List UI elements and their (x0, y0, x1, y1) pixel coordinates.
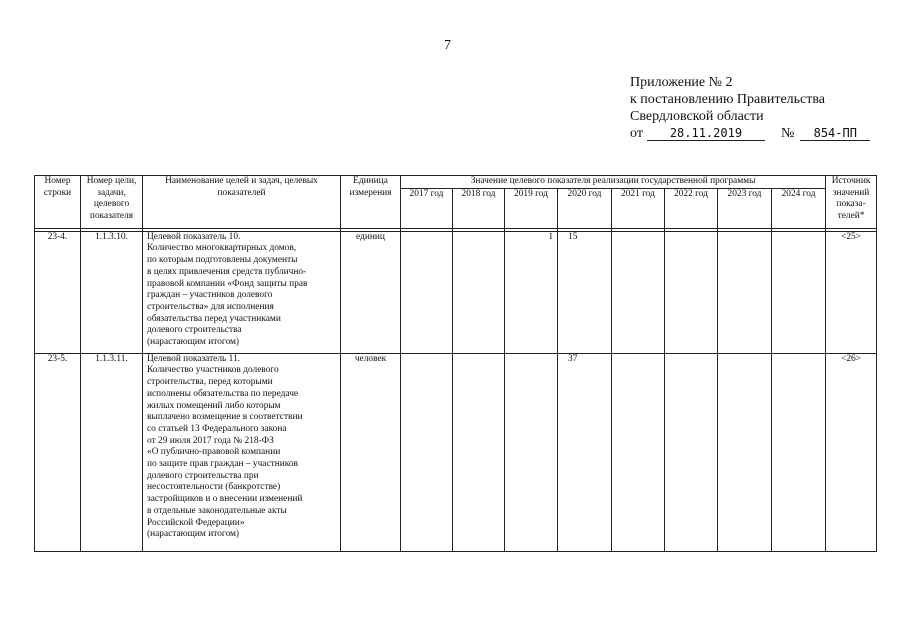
header-year: 2023 год (718, 188, 772, 228)
resolution-number: 854-ПП (800, 127, 870, 141)
indicator-name (143, 231, 341, 353)
indicator-name-line: (нарастающим итогом) (147, 337, 240, 348)
value-2024 (772, 353, 826, 551)
source-ref: <26> (826, 353, 877, 551)
indicator-name-line: жилых помещений либо которым (147, 400, 281, 411)
header-row-number: Номер строки (35, 176, 81, 229)
indicator-name-line: граждан – участников долевого (147, 290, 273, 301)
indicator-name-line: строительства, перед которыми (147, 377, 273, 388)
indicator-name-line: по защите прав граждан – участников (147, 459, 298, 470)
indicator-name-line: (нарастающим итогом) (147, 529, 240, 540)
value-2024 (772, 231, 826, 353)
indicator-name-line: выплачено возмещение в соответствии (147, 412, 303, 423)
date-prefix: от (630, 126, 643, 141)
indicator-name-line: Целевой показатель 10. (147, 231, 241, 242)
appendix-title: Приложение № 2 (630, 75, 733, 90)
indicator-name-line: обязательства перед участниками (147, 313, 281, 324)
value-2021 (612, 231, 665, 353)
header-year: 2017 год (401, 188, 453, 228)
indicator-name-line: исполнены обязательства по передаче (147, 388, 299, 399)
header-values-group: Значение целевого показателя реализации государственной программы (401, 176, 826, 189)
row-number: 23-5. (35, 353, 81, 551)
row-number: 23-4. (35, 231, 81, 353)
value-2018 (453, 353, 505, 551)
number-sign: № (780, 126, 795, 141)
indicator-name-line: правовой компании «Фонд защиты прав (147, 278, 308, 289)
value-2017 (401, 353, 453, 551)
header-source: Источник значений показа-телей* (826, 176, 877, 229)
value-2017 (401, 231, 453, 353)
unit: единиц (341, 231, 401, 353)
header-unit: Единица измерения (341, 176, 401, 229)
indicator-name-line: долевого строительства при (147, 470, 259, 481)
header-goal-number: Номер цели, задачи, целевого показателя (81, 176, 143, 229)
source-ref: <25> (826, 231, 877, 353)
indicator-name-line: по которым подготовлены документы (147, 255, 298, 266)
value-2022 (665, 353, 718, 551)
value-2022 (665, 231, 718, 353)
value-2023 (718, 353, 772, 551)
value-2023 (718, 231, 772, 353)
indicator-name-line: в целях привлечения средств публично- (147, 266, 307, 277)
table-row (35, 231, 877, 353)
goal-number: 1.1.3.10. (81, 231, 143, 353)
indicator-name-line: несостоятельности (банкротстве) (147, 482, 281, 493)
header-name: Наименование целей и задач, целевых показателей (143, 176, 341, 229)
indicator-name-line: со статьей 13 Федерального закона (147, 423, 287, 434)
header-year: 2018 год (453, 188, 505, 228)
indicator-name-line: Целевой показатель 11. (147, 353, 241, 364)
indicator-name-line: Количество многоквартирных домов, (147, 243, 297, 254)
table-row (35, 353, 877, 551)
value-2020: 15 (558, 231, 612, 353)
indicators-table (34, 175, 877, 552)
indicator-name-line: Российской Федерации» (147, 517, 245, 528)
indicator-name-line: «О публично-правовой компании (147, 447, 281, 458)
indicator-name-line: строительства» для исполнения (147, 301, 274, 312)
indicator-name (143, 353, 341, 551)
indicator-name-line: от 29 июля 2017 года № 218-ФЗ (147, 435, 274, 446)
value-2020: 37 (558, 353, 612, 551)
value-2019: 1 (505, 231, 558, 353)
header-year: 2024 год (772, 188, 826, 228)
header-year: 2020 год (558, 188, 612, 228)
header-year: 2019 год (505, 188, 558, 228)
value-2021 (612, 353, 665, 551)
unit: человек (341, 353, 401, 551)
indicator-name-line: в отдельные законодательные акты (147, 505, 287, 516)
header-year: 2022 год (665, 188, 718, 228)
value-2019 (505, 353, 558, 551)
appendix-header (630, 74, 870, 142)
appendix-region: Свердловской области (630, 109, 764, 124)
page-number: 7 (444, 38, 451, 53)
indicator-name-line: застройщиков и о внесении изменений (147, 494, 303, 505)
resolution-date: 28.11.2019 (647, 127, 765, 141)
goal-number: 1.1.3.11. (81, 353, 143, 551)
appendix-resolution: к постановлению Правительства (630, 92, 826, 107)
header-year: 2021 год (612, 188, 665, 228)
indicator-name-line: Количество участников долевого (147, 365, 279, 376)
indicator-name-line: долевого строительства (147, 325, 242, 336)
appendix-date-line (630, 125, 870, 142)
table-header-row (35, 176, 877, 189)
value-2018 (453, 231, 505, 353)
